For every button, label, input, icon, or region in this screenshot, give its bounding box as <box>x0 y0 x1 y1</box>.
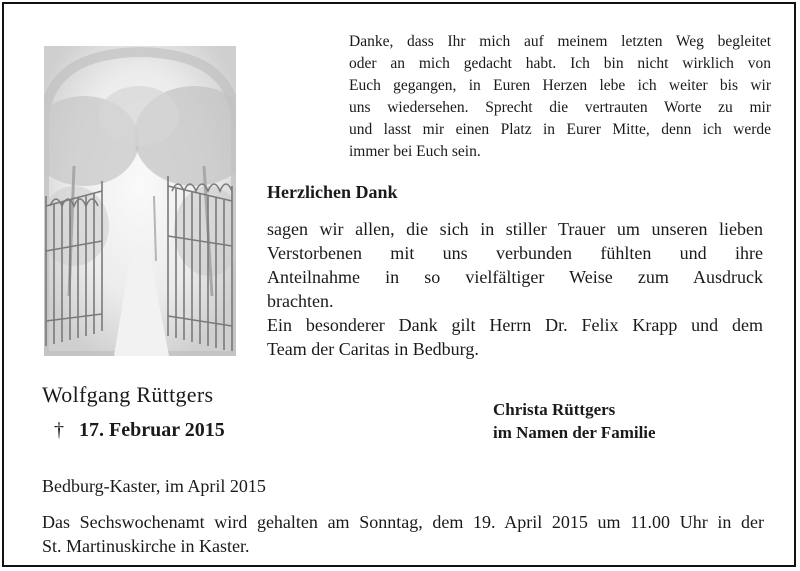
thanks-line: Ein besonderer Dank gilt Herrn Dr. Felix Krapp und dem <box>267 315 763 335</box>
quote-line: oder an mich gedacht habt. Ich bin nicht wirklich von <box>349 55 771 72</box>
mass-notice <box>42 510 764 558</box>
quote-line: und lasst mir einen Platz in Eurer Mitte, denn ich werde <box>349 121 771 138</box>
thanks-line: Verstorbenen mit uns verbunden fühlten und ihre <box>267 243 763 263</box>
thanks-heading: Herzlichen Dank <box>267 182 398 202</box>
thanks-line: sagen wir allen, die sich in stiller Trauer um unseren lieben <box>267 219 763 239</box>
obituary-card <box>2 2 796 567</box>
farewell-quote <box>349 31 771 163</box>
death-date: 17. Februar 2015 <box>79 419 225 441</box>
quote-line: immer bei Euch sein. <box>349 143 481 160</box>
thanks-line: Team der Caritas in Bedburg. <box>267 339 479 359</box>
quote-line: Danke, dass Ihr mich auf meinem letzten Weg begleitet <box>349 33 771 50</box>
thanks-line: brachten. <box>267 291 334 311</box>
death-date-line <box>54 418 225 442</box>
thanks-line: Anteilnahme in so vielfältiger Weise zum Ausdruck <box>267 267 763 287</box>
thanks-text <box>267 217 763 361</box>
notice-line: St. Martinuskirche in Kaster. <box>42 536 250 556</box>
notice-line: Das Sechswochenamt wird gehalten am Sonntag, dem 19. April 2015 um 11.00 Uhr in der <box>42 512 764 532</box>
cross-icon: † <box>54 419 64 441</box>
signer-block <box>493 398 656 444</box>
garden-gate-image <box>44 46 236 356</box>
quote-line: Euch gegangen, in Euren Herzen lebe ich weiter bis wir <box>349 77 771 94</box>
quote-line: uns wiedersehen. Sprecht die vertrauten Worte zu mir <box>349 99 771 116</box>
signer-role: im Namen der Familie <box>493 423 656 442</box>
signer-name: Christa Rüttgers <box>493 400 616 419</box>
deceased-name: Wolfgang Rüttgers <box>42 382 214 407</box>
place-date: Bedburg-Kaster, im April 2015 <box>42 476 266 496</box>
